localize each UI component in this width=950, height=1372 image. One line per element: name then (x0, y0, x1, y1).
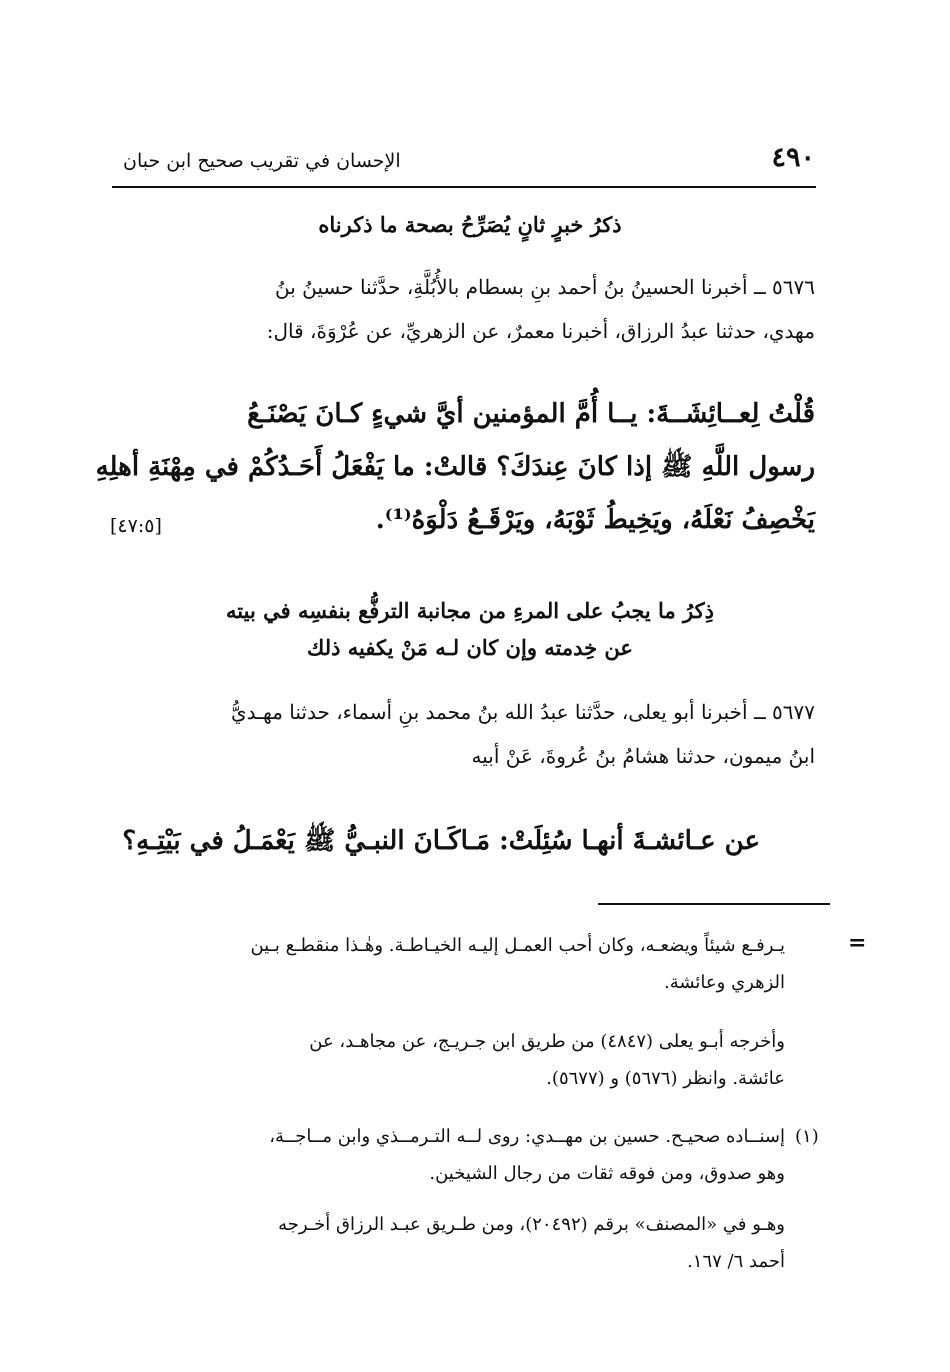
footnote-line: أحمد ٦/ ١٦٧. (687, 1251, 785, 1272)
footnote-line: يـرفـع شيئاً ويضعـه، وكان أحب العمـل إليـه الخيـاطـة. وهٰـذا منقطـع بـين (250, 935, 785, 956)
section2-heading (160, 593, 780, 667)
hadith-5677-text (120, 815, 760, 868)
hadith-line: يَخْصِفُ نَعْلَهُ، ويَخِيطُ ثَوْبَهُ، ويَرْقَـعُ دَلْوَهُ⁽¹⁾. (375, 505, 815, 535)
section2-heading-line: عن خِدمته وإن كان لـه مَنْ يكفيه ذلك (307, 634, 633, 660)
footnote-1-paragraph (125, 1206, 785, 1280)
running-title: الإحسان في تقريب صحيح ابن حبان (123, 150, 401, 172)
footnote-line: وهو صدوق، ومن فوقه ثقات من رجال الشيخين. (429, 1163, 785, 1184)
footnote-line: وأخرجه أبـو يعلى (٤٨٤٧) من طريق ابن جـريـج، عن مجاهـد، عن (309, 1031, 785, 1052)
hadith-line: عن عـائشـةَ أنهـا سُئِلَتْ: مَـاكَـانَ النبـيُّ ﷺ يَعْمَـلُ في بَيْتِـهِ؟ (122, 826, 760, 856)
page-number: ٤٩٠ (771, 142, 815, 173)
footnote-continuation-mark: = (848, 930, 867, 956)
footnote-1-paragraph (125, 1118, 785, 1192)
page-header (115, 140, 815, 188)
hadith-5676-isnad (105, 265, 815, 353)
hadith-5677-isnad (105, 690, 815, 778)
hadith-5676-reference: [٤٧:٥] (110, 515, 162, 537)
header-rule (112, 186, 816, 188)
footnote-separator (598, 903, 830, 905)
footnote-continuation-paragraph (125, 1023, 785, 1097)
hadith-line: رسول اللَّهِ ﷺ إذا كانَ عِندَكَ؟ قالتْ: ما يَفْعَلُ أَحَـدُكُمْ في مِهْنَةِ أهلِهِ (95, 452, 815, 482)
isnad-line: ٥٦٧٧ ــ أخبرنا أبو يعلى، حدَّثنا عبدُ الله بنُ محمد بنِ أسماء، حدثنا مهـديُّ (230, 700, 815, 724)
section1-heading: ذكرُ خبرٍ ثانٍ يُصَرِّحُ بصحة ما ذكرناه (318, 212, 622, 237)
isnad-line: مهدي، حدثنا عبدُ الرزاق، أخبرنا معمرٌ، عن الزهريِّ، عن عُرْوَةَ، قال: (266, 319, 815, 343)
footnote-1-marker: (١) (795, 1126, 819, 1147)
footnote-line: وهـو في «المصنف» برقم (٢٠٤٩٢)، ومن طـريق عبـد الرزاق أخـرجه (278, 1214, 785, 1235)
isnad-line: ابنُ ميمون، حدثنا هشامُ بنُ عُروةَ، عَنْ أبيه (471, 744, 815, 768)
hadith-5676-text (95, 388, 815, 547)
hadith-line: قُلْتُ لِعــائِشَــةَ: يــا أُمَّ المؤمنين أيَّ شيءٍ كـانَ يَصْنَـعُ (247, 399, 815, 429)
section2-heading-line: ذِكرُ ما يجبُ على المرءِ من مجانبة الترفُّع بنفسِه في بيته (226, 598, 714, 623)
footnote-line: الزهري وعائشة. (663, 972, 785, 993)
footnote-line: إسنــاده صحيـح. حسين بن مهــدي: روى لــه التـرمــذي وابن مــاجــة، (269, 1126, 785, 1147)
footnote-continuation-paragraph (125, 927, 785, 1001)
isnad-line: ٥٦٧٦ ــ أخبرنا الحسينُ بنُ أحمد بنِ بسطام بالأُبُلَّةِ، حدَّثنا حسينُ بنُ (274, 275, 815, 299)
footnote-line: عائشة. وانظر (٥٦٧٦) و (٥٦٧٧). (546, 1068, 785, 1089)
